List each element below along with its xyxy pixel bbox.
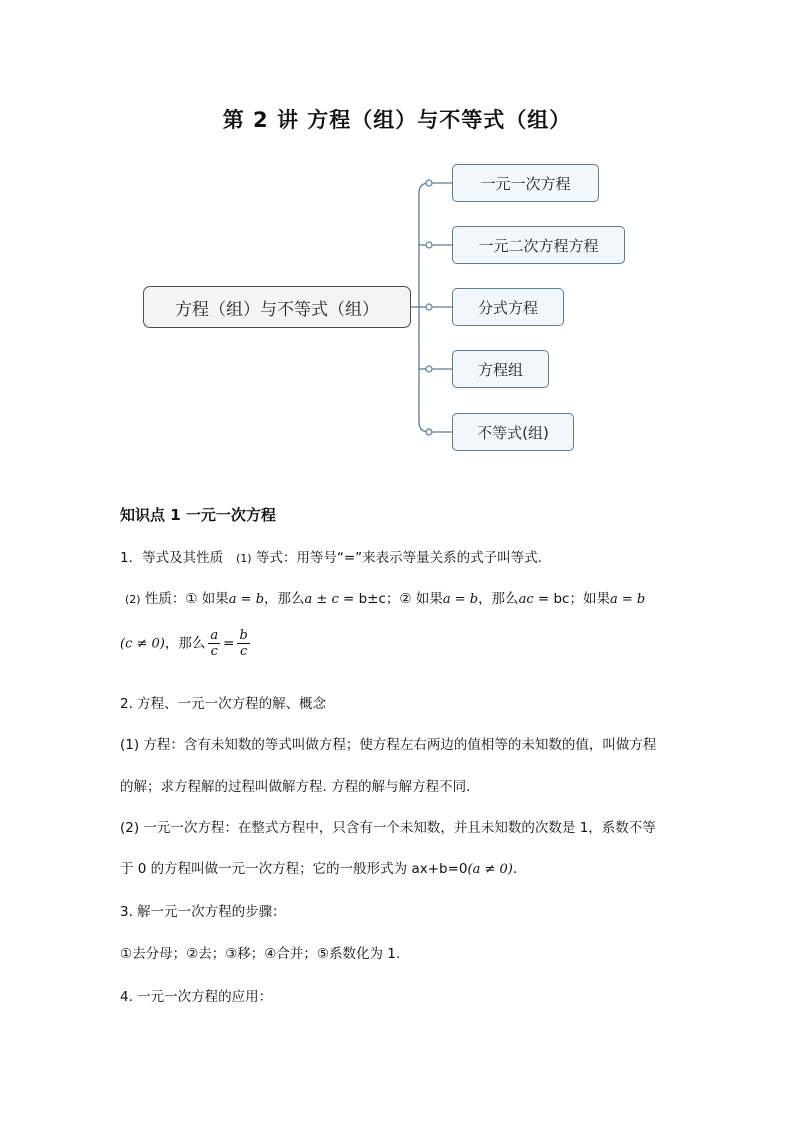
text-run: = b±c；② 如果 <box>338 591 443 607</box>
mindmap-node-linear-equation: 一元一次方程 <box>452 164 599 202</box>
fraction-numerator: b <box>239 628 248 643</box>
math-expression: a = b <box>228 592 265 607</box>
paragraph-linear-equation-general-form <box>120 857 517 877</box>
math-expression: (a ≠ 0) <box>467 862 513 877</box>
paragraph-solving-steps-heading: 3. 解一元一次方程的步骤： <box>120 904 286 920</box>
connector-dot <box>426 180 432 186</box>
fraction-denominator: c <box>239 644 248 659</box>
text-run: ，那么 <box>264 591 305 607</box>
fraction-b-over-c <box>237 628 249 659</box>
paragraph-equation-definition-cont: 的解；求方程解的过程叫做解方程. 方程的解与解方程不同. <box>120 779 471 795</box>
connector-dot <box>426 304 432 310</box>
connector-dot <box>426 242 432 248</box>
mindmap-node-fractional-equation: 分式方程 <box>452 288 564 326</box>
text-run: 于 0 的方程叫做一元一次方程；它的一般形式为 ax+b=0 <box>120 861 468 877</box>
fraction-denominator: c <box>210 644 218 659</box>
item-label: 1．等式及其性质 <box>120 550 224 566</box>
math-expression: (c ≠ 0) <box>120 636 165 652</box>
section-heading: 知识点 1 一元一次方程 <box>120 506 276 524</box>
text-run: ，那么 <box>164 635 206 652</box>
paragraph-equation-concepts: 2. 方程、一元一次方程的解、概念 <box>120 696 327 712</box>
mindmap-root-node: 方程（组）与不等式（组） <box>143 286 411 328</box>
paragraph-equality <box>120 546 542 566</box>
text-run: . <box>512 861 518 877</box>
page-title: 第 2 讲 方程（组）与不等式（组） <box>222 108 572 132</box>
definition-text: 等式：用等号“=”来表示等量关系的式子叫等式. <box>255 550 542 566</box>
paragraph-equation-definition: (1) 方程：含有未知数的等式叫做方程；使方程左右两边的值相等的未知数的值，叫做方程 <box>120 737 657 753</box>
paragraph-division-property <box>120 628 253 659</box>
math-expression: a ± c <box>304 592 339 607</box>
equals-sign: = <box>223 635 235 652</box>
sub-marker: (1) <box>235 552 252 565</box>
math-expression: a = b <box>609 592 646 607</box>
paragraph-solving-steps: ①去分母；②去；③移；④合并；⑤系数化为 1. <box>120 946 401 962</box>
paragraph-properties <box>125 587 645 607</box>
paragraph-linear-equation-definition: (2) 一元一次方程：在整式方程中，只含有一个未知数，并且未知数的次数是 1，系数不等 <box>120 820 656 836</box>
math-expression: a = b <box>442 592 479 607</box>
math-expression: ac <box>518 592 534 607</box>
paragraph-applications-heading: 4. 一元一次方程的应用： <box>120 989 273 1005</box>
text-run: ，那么 <box>478 591 519 607</box>
mindmap-node-inequality: 不等式(组) <box>452 413 574 451</box>
mindmap-node-quadratic-equation: 一元二次方程方程 <box>452 226 625 264</box>
text-run: 性质：① 如果 <box>144 591 229 607</box>
fraction-a-over-c <box>208 628 220 659</box>
text-run: = bc；如果 <box>533 591 610 607</box>
sub-marker: (2) <box>125 593 141 606</box>
connector-dot <box>426 366 432 372</box>
mindmap-node-equation-system: 方程组 <box>452 350 549 388</box>
fraction-numerator: a <box>210 628 219 643</box>
connector-dot <box>426 429 432 435</box>
